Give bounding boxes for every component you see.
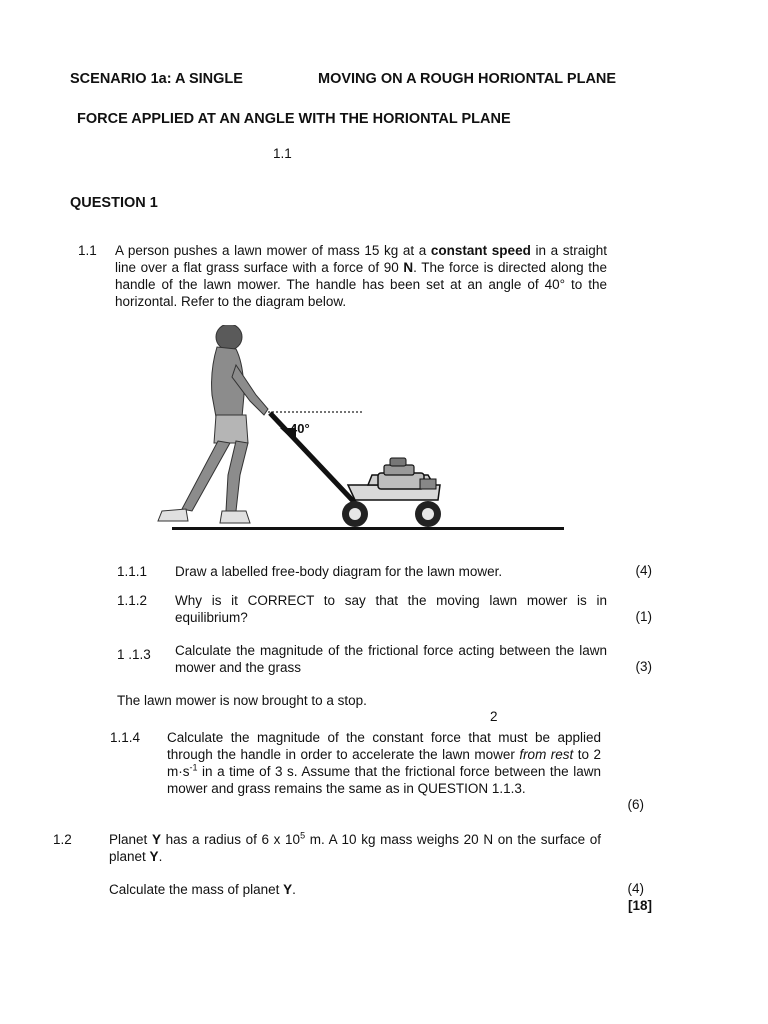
q1-2-marks: (4) bbox=[627, 881, 644, 896]
q1-1-3-text: Calculate the magnitude of the frictional force acting between the lawn mower and the grass bbox=[175, 643, 607, 675]
subtitle: FORCE APPLIED AT AN ANGLE WITH THE HORIONTAL PLANE bbox=[77, 111, 511, 127]
q1-1-2-text: Why is it CORRECT to say that the moving lawn mower is in equilibrium? bbox=[175, 593, 607, 625]
q1-2-number: 1.2 bbox=[53, 832, 72, 847]
stop-text: The lawn mower is now brought to a stop. bbox=[117, 693, 367, 708]
q1-2-calc-text: Calculate the mass of planet Y. bbox=[109, 882, 296, 897]
scenario-title-right: MOVING ON A ROUGH HORIONTAL PLANE bbox=[318, 71, 617, 87]
q1-1-1-text: Draw a labelled free-body diagram for the lawn mower. bbox=[175, 564, 503, 579]
ground-line bbox=[172, 527, 564, 530]
q1-1-2-marks: (1) bbox=[635, 609, 652, 624]
q1-1-4-number: 1.1.4 bbox=[110, 730, 141, 745]
stray-number-2: 2 bbox=[490, 709, 498, 724]
q1-1-text: A person pushes a lawn mower of mass 15 kg at a constant speed in a straight line over a flat grass surface with a force of 90 N. The force is directed along the handle of the lawn mower. The handle has been set at an angle of 40° to the horizontal. Refer to the diagram below. bbox=[115, 243, 607, 309]
lawn-mower-diagram bbox=[150, 325, 580, 535]
question-title: QUESTION 1 bbox=[70, 195, 158, 211]
lawn-mower bbox=[342, 458, 441, 527]
mower-handle bbox=[270, 413, 355, 503]
q1-1-3-number: 1 .1.3 bbox=[117, 647, 151, 662]
q1-1-number: 1.1 bbox=[78, 243, 97, 258]
scenario-title-left: SCENARIO 1a: A SINGLE bbox=[70, 71, 243, 87]
q1-2-text: Planet Y has a radius of 6 x $10^5$ m. A 10 kg mass weighs 20 N on the surface of planet Y. bbox=[109, 830, 601, 864]
q1-1-1-marks: (4) bbox=[635, 563, 652, 578]
q1-1-3-marks: (3) bbox=[635, 659, 652, 674]
q1-1-2-number: 1.1.2 bbox=[117, 593, 148, 608]
q1-1-4-marks: (6) bbox=[627, 797, 644, 812]
angle-label: 40° bbox=[290, 421, 310, 436]
person-figure bbox=[158, 325, 268, 523]
question-total: [18] bbox=[627, 898, 652, 913]
q1-1-1-number: 1.1.1 bbox=[117, 564, 148, 579]
stray-number: 1.1 bbox=[273, 146, 292, 161]
q1-1-4-text: Calculate the magnitude of the constant force that must be applied through the handle in order to accelerate the lawn mower from rest to 2 $m\cdot s^{-1}$ in a time of 3 s. Assume that the frictional force between the lawn mower and grass remains the same as in QUESTION 1.1.3. bbox=[167, 730, 601, 796]
